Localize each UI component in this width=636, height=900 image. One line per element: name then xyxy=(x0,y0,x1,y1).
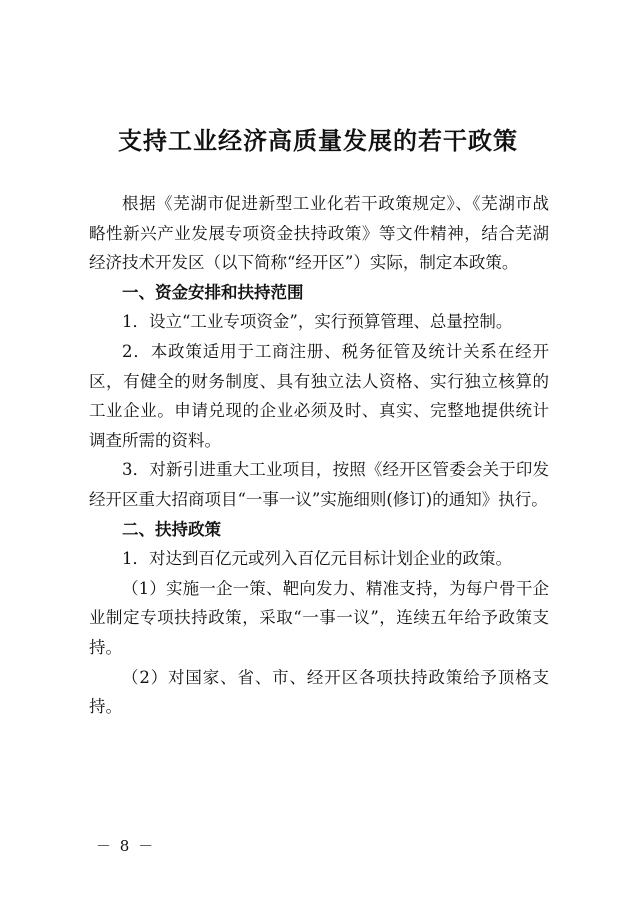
section1-item-1: 1．设立“工业专项资金”，实行预算管理、总量控制。 xyxy=(122,312,513,332)
section1-item-2: 2．本政策适用于工商注册、税务征管及统计关系在经开区，有健全的财务制度、具有独立法人资格、实行独立核算的工业企业。申请兑现的企业必须及时、真实、完整地提供统计调查所需的资料。 xyxy=(89,341,549,450)
section1-item-3: 3．对新引进重大工业项目，按照《经开区管委会关于印发经开区重大招商项目“一事一议”实施细则(修订)的通知》执行。 xyxy=(89,460,549,509)
section2-item-1: 1．对达到百亿元或列入百亿元目标计划企业的政策。 xyxy=(122,549,512,569)
page-number: － 8 － xyxy=(96,837,156,855)
intro-paragraph: 根据《芜湖市促进新型工业化若干政策规定》、《芜湖市战略性新兴产业发展专项资金扶持政策》等文件精神，结合芜湖经济技术开发区（以下简称“经开区”）实际，制定本政策。 xyxy=(89,194,549,273)
section2-item-1-sub-2: （2）对国家、省、市、经开区各项扶持政策给予顶格支持。 xyxy=(89,667,549,717)
page-title: 支持工业经济高质量发展的若干政策 xyxy=(118,126,518,155)
document-body xyxy=(89,189,549,722)
section-heading-support-policies: 二、扶持政策 xyxy=(122,519,221,539)
section2-item-1-sub-1: （1）实施一企一策、靶向发力、精准支持，为每户骨干企业制定专项扶持政策，采取“一事一议”，连续五年给予政策支持。 xyxy=(89,578,549,657)
section-heading-funding-scope: 一、资金安排和扶持范围 xyxy=(122,282,304,302)
